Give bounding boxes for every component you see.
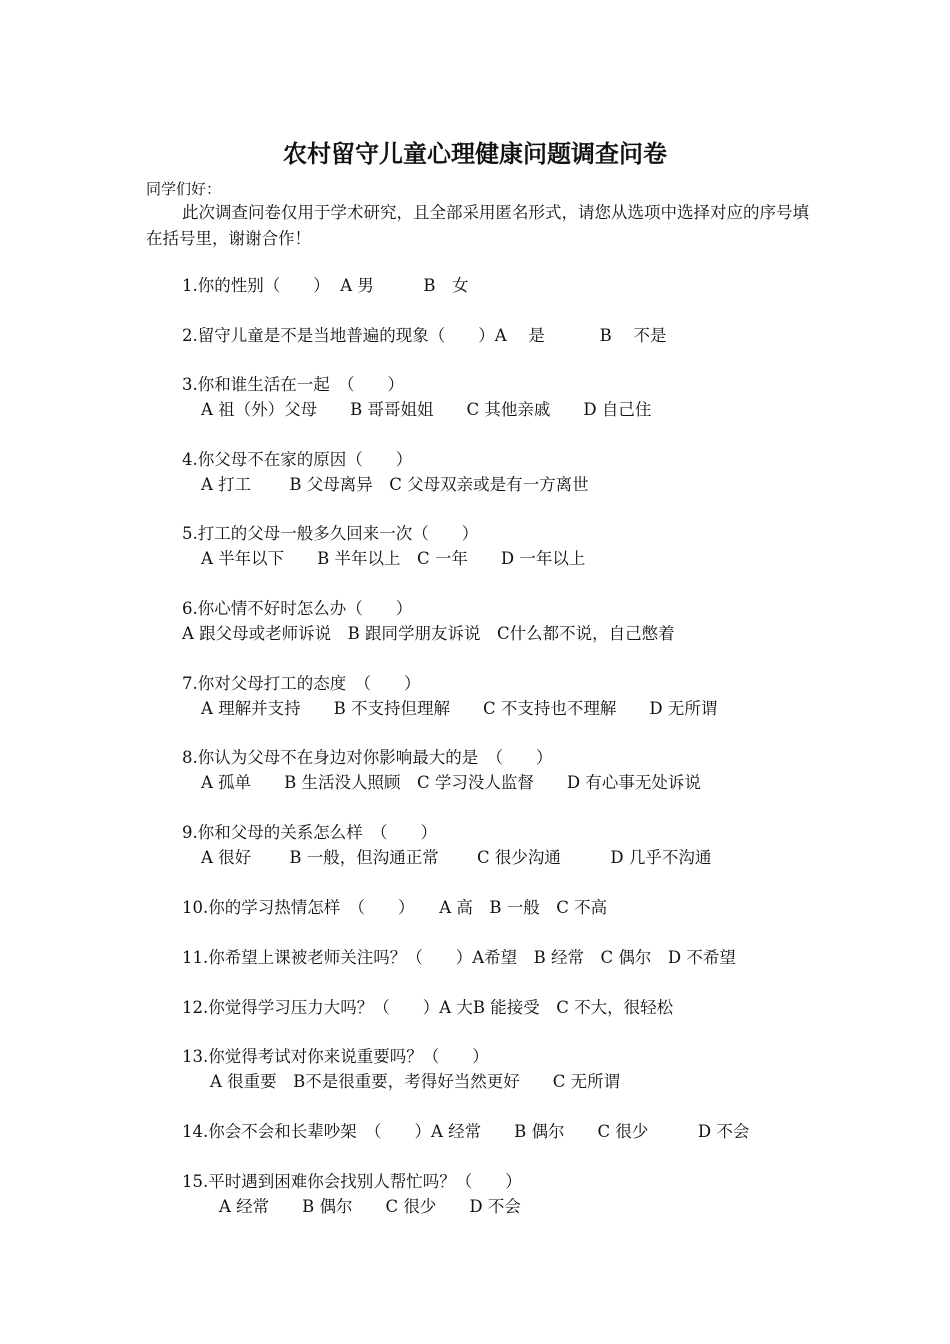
question-13-options: A 很重要 B不是很重要，考得好当然更好 C 无所谓: [210, 1072, 621, 1091]
question-6: 6.你心情不好时怎么办（ ）: [182, 599, 413, 618]
question-2: 2.留守儿童是不是当地普遍的现象（ ）A 是 B 不是: [182, 326, 667, 345]
question-8-options: A 孤单 B 生活没人照顾 C 学习没人监督 D 有心事无处诉说: [201, 773, 701, 792]
question-7: 7.你对父母打工的态度 （ ）: [182, 674, 421, 693]
question-7-options: A 理解并支持 B 不支持但理解 C 不支持也不理解 D 无所谓: [201, 699, 718, 718]
question-15-options: A 经常 B 偶尔 C 很少 D 不会: [219, 1197, 521, 1216]
question-10: 10.你的学习热情怎样 （ ） A 高 B 一般 C 不高: [182, 898, 608, 917]
question-3: 3.你和谁生活在一起 （ ）: [182, 375, 404, 394]
question-5-options: A 半年以下 B 半年以上 C 一年 D 一年以上: [201, 549, 586, 568]
question-9: 9.你和父母的关系怎么样 （ ）: [182, 823, 437, 842]
question-8: 8.你认为父母不在身边对你影响最大的是 （ ）: [182, 748, 553, 767]
greeting: 同学们好：: [146, 180, 222, 198]
question-13: 13.你觉得考试对你来说重要吗？（ ）: [182, 1047, 489, 1066]
question-3-options: A 祖（外）父母 B 哥哥姐姐 C 其他亲戚 D 自己住: [201, 400, 652, 419]
question-4: 4.你父母不在家的原因（ ）: [182, 450, 413, 469]
question-9-options: A 很好 B 一般，但沟通正常 C 很少沟通 D 几乎不沟通: [201, 848, 712, 867]
question-1: 1.你的性别（ ） A 男 B 女: [182, 276, 469, 295]
intro-paragraph: 此次调查问卷仅用于学术研究，且全部采用匿名形式，请您从选项中选择对应的序号填在括号里，谢谢合作！: [146, 203, 809, 248]
question-11: 11.你希望上课被老师关注吗？（ ）A希望 B 经常 C 偶尔 D 不希望: [182, 948, 736, 967]
question-15: 15.平时遇到困难你会找别人帮忙吗？（ ）: [182, 1172, 522, 1191]
question-5: 5.打工的父母一般多久回来一次（ ）: [182, 524, 479, 543]
question-6-options: A 跟父母或老师诉说 B 跟同学朋友诉说 C什么都不说，自己憋着: [182, 624, 675, 643]
document-title: 农村留守儿童心理健康问题调查问卷: [283, 139, 667, 168]
question-12: 12.你觉得学习压力大吗？（ ）A 大B 能接受 C 不大，很轻松: [182, 998, 674, 1017]
question-14: 14.你会不会和长辈吵架 （ ）A 经常 B 偶尔 C 很少 D 不会: [182, 1122, 750, 1141]
question-4-options: A 打工 B 父母离异 C 父母双亲或是有一方离世: [201, 475, 589, 494]
